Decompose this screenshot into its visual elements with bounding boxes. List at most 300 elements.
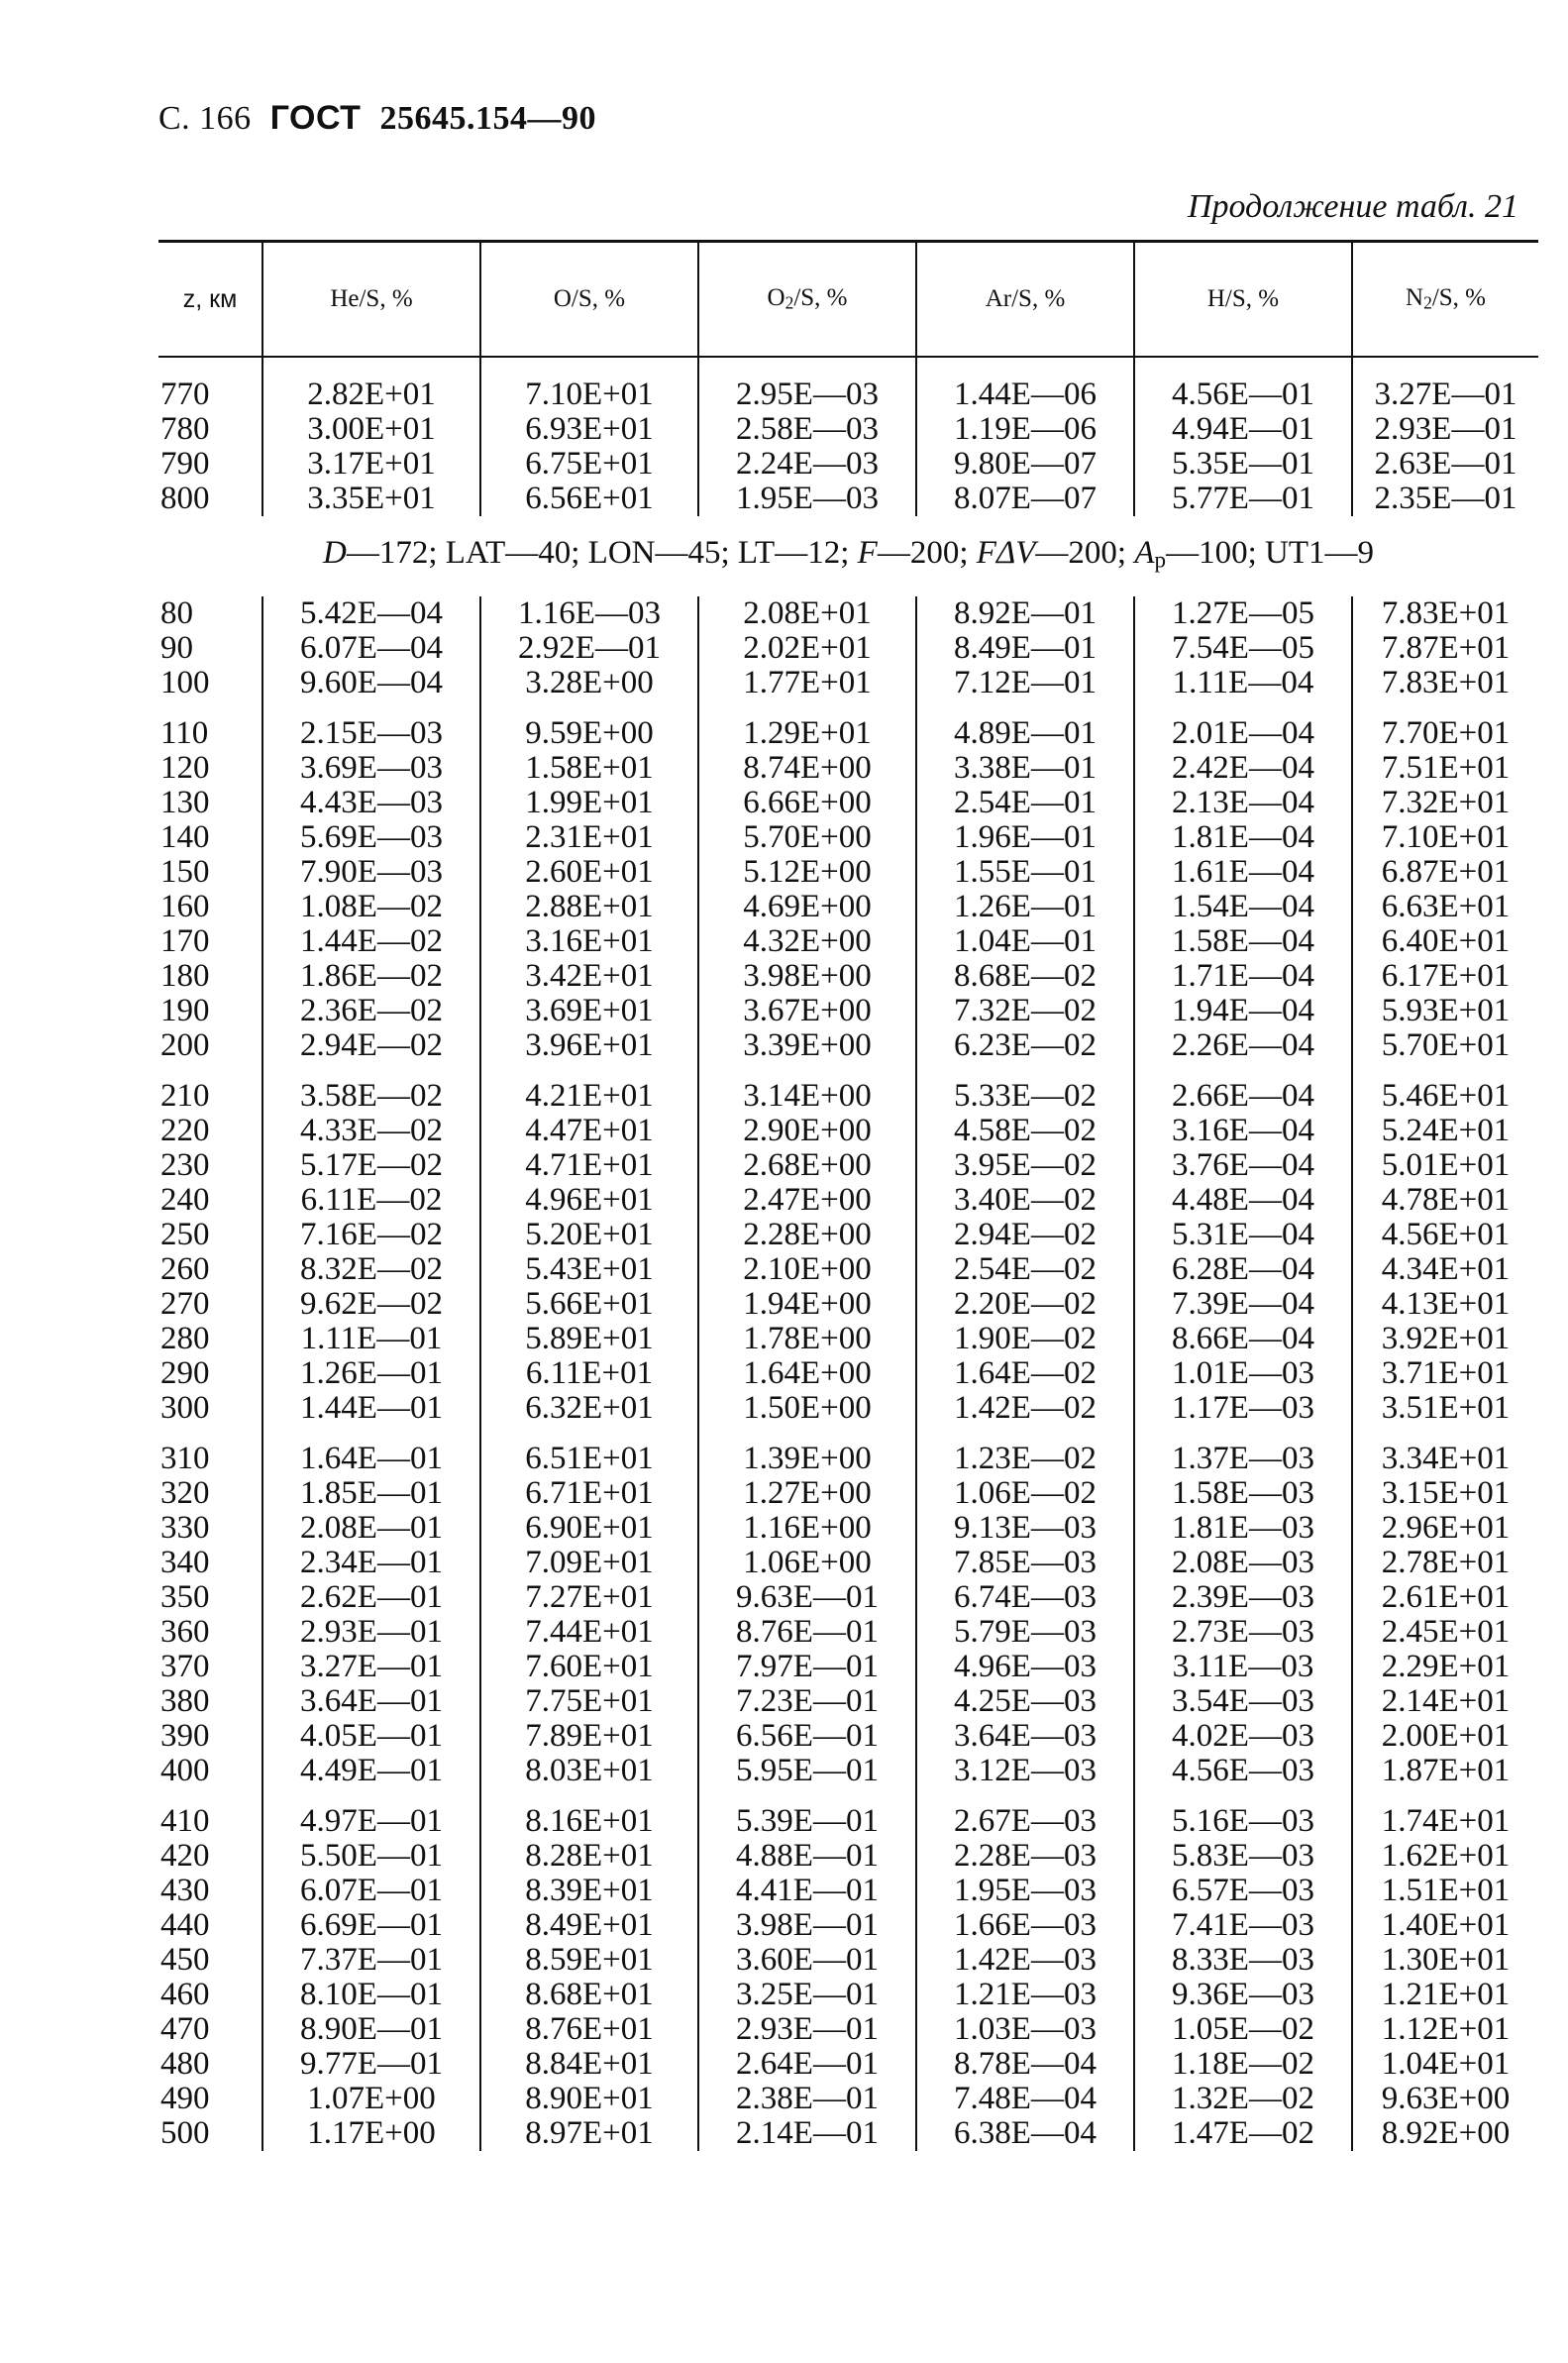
o2-cell: 2.10E+00 (698, 1252, 916, 1287)
altitude-cell: 440 (160, 1906, 210, 1943)
altitude-cell: 130 (160, 784, 210, 820)
spacer-cell (1134, 700, 1352, 716)
ar-cell: 5.79E—03 (916, 1615, 1134, 1650)
table-row (158, 1908, 1538, 1943)
ar-cell: 8.78E—04 (916, 2047, 1134, 2082)
h-cell: 2.66E—04 (1134, 1079, 1352, 1114)
he-cell: 1.85E—01 (262, 1476, 480, 1511)
spacer-cell (698, 700, 916, 716)
altitude-cell: 80 (160, 594, 193, 631)
table-row (158, 751, 1538, 786)
altitude-cell: 170 (160, 922, 210, 959)
o2-cell: 1.77E+01 (698, 666, 916, 700)
n2-cell: 2.35E—01 (1352, 482, 1538, 516)
h-cell: 2.26E—04 (1134, 1028, 1352, 1063)
n2-cell: 1.40E+01 (1352, 1908, 1538, 1943)
ar-cell: 2.67E—03 (916, 1804, 1134, 1839)
n2-cell: 1.30E+01 (1352, 1943, 1538, 1978)
o2-cell: 2.14E—01 (698, 2116, 916, 2151)
n2-cell: 7.32E+01 (1352, 786, 1538, 820)
o-cell: 3.28E+00 (480, 666, 698, 700)
ar-cell: 1.21E—03 (916, 1978, 1134, 2012)
spacer-cell (480, 1788, 698, 1804)
n2-cell: 7.87E+01 (1352, 631, 1538, 666)
ar-cell: 9.80E—07 (916, 447, 1134, 482)
n2-cell: 6.63E+01 (1352, 890, 1538, 924)
he-cell: 6.11E—02 (262, 1183, 480, 1218)
table-row (158, 1804, 1538, 1839)
o2-cell: 1.27E+00 (698, 1476, 916, 1511)
n2-cell: 5.24E+01 (1352, 1114, 1538, 1148)
o2-cell: 4.88E—01 (698, 1839, 916, 1874)
h-cell: 4.48E—04 (1134, 1183, 1352, 1218)
h-cell: 5.35E—01 (1134, 447, 1352, 482)
o2-cell: 8.76E—01 (698, 1615, 916, 1650)
h-cell: 2.08E—03 (1134, 1546, 1352, 1580)
spacer-cell (158, 700, 262, 716)
ar-cell: 6.23E—02 (916, 1028, 1134, 1063)
he-cell: 2.36E—02 (262, 994, 480, 1028)
ar-cell: 4.96E—03 (916, 1650, 1134, 1684)
n2-cell: 7.51E+01 (1352, 751, 1538, 786)
spacer-cell (480, 700, 698, 716)
altitude-cell: 310 (160, 1440, 210, 1476)
n2-cell: 2.93E—01 (1352, 412, 1538, 447)
he-cell: 1.17E+00 (262, 2116, 480, 2151)
h-cell: 3.16E—04 (1134, 1114, 1352, 1148)
o-cell: 5.66E+01 (480, 1287, 698, 1322)
table-row (158, 596, 1538, 631)
spacer-cell (916, 1063, 1134, 1079)
altitude-cell: 120 (160, 749, 210, 786)
o2-cell: 7.23E—01 (698, 1684, 916, 1719)
n2-cell: 4.56E+01 (1352, 1218, 1538, 1252)
ar-cell: 1.23E—02 (916, 1442, 1134, 1476)
o2-cell: 3.39E+00 (698, 1028, 916, 1063)
h-cell: 5.83E—03 (1134, 1839, 1352, 1874)
altitude-cell: 150 (160, 853, 210, 890)
h-cell: 1.17E—03 (1134, 1391, 1352, 1426)
h-cell: 2.39E—03 (1134, 1580, 1352, 1615)
n2-cell: 4.78E+01 (1352, 1183, 1538, 1218)
n2-cell: 3.15E+01 (1352, 1476, 1538, 1511)
spacer-cell (262, 1063, 480, 1079)
spacer-cell (698, 1788, 916, 1804)
n2-cell: 6.40E+01 (1352, 924, 1538, 959)
condition-text-c: —200; (1035, 535, 1135, 571)
o-cell: 7.60E+01 (480, 1650, 698, 1684)
table-row (158, 1943, 1538, 1978)
table-row (158, 631, 1538, 666)
col-header-h: H/S, % (1134, 242, 1352, 358)
o2-cell: 1.78E+00 (698, 1322, 916, 1356)
o2-cell: 8.74E+00 (698, 751, 916, 786)
h-cell: 9.36E—03 (1134, 1978, 1352, 2012)
n2-cell: 1.87E+01 (1352, 1754, 1538, 1788)
condition-d-var: D (323, 535, 347, 571)
h-cell: 2.42E—04 (1134, 751, 1352, 786)
o2-cell: 2.08E+01 (698, 596, 916, 631)
table-row (158, 716, 1538, 751)
n2-cell: 2.45E+01 (1352, 1615, 1538, 1650)
o-cell: 8.84E+01 (480, 2047, 698, 2082)
ar-cell: 8.68E—02 (916, 959, 1134, 994)
altitude-cell: 220 (160, 1112, 210, 1148)
altitude-cell: 230 (160, 1146, 210, 1183)
spacer-cell (698, 1063, 916, 1079)
table-row (158, 1252, 1538, 1287)
table-row (158, 1028, 1538, 1063)
condition-fav-var: FΔV (976, 535, 1036, 571)
n2-cell: 6.17E+01 (1352, 959, 1538, 994)
table-row (158, 994, 1538, 1028)
table-row (158, 924, 1538, 959)
he-cell: 2.15E—03 (262, 716, 480, 751)
condition-text-b: —200; (877, 535, 977, 571)
o2-cell: 3.67E+00 (698, 994, 916, 1028)
group-spacer (158, 1788, 1538, 1804)
table-row (158, 820, 1538, 855)
standard-number: 25645.154—90 (379, 100, 596, 137)
spacer-cell (916, 357, 1134, 377)
spacer-cell (1134, 357, 1352, 377)
table-header (158, 242, 1538, 358)
he-cell: 4.05E—01 (262, 1719, 480, 1754)
he-cell: 2.62E—01 (262, 1580, 480, 1615)
o-cell: 6.32E+01 (480, 1391, 698, 1426)
altitude-cell: 270 (160, 1285, 210, 1322)
o2-cell: 1.39E+00 (698, 1442, 916, 1476)
h-cell: 1.71E—04 (1134, 959, 1352, 994)
o2-cell: 6.66E+00 (698, 786, 916, 820)
table-row (158, 1839, 1538, 1874)
spacer-cell (158, 1063, 262, 1079)
he-cell: 1.11E—01 (262, 1322, 480, 1356)
ar-cell: 8.92E—01 (916, 596, 1134, 631)
o-cell: 8.97E+01 (480, 2116, 698, 2151)
page-number: С. 166 (158, 100, 252, 137)
o-cell: 8.03E+01 (480, 1754, 698, 1788)
o-cell: 8.49E+01 (480, 1908, 698, 1943)
col-header-n2-symbol: N (1406, 284, 1424, 312)
o-cell: 8.90E+01 (480, 2082, 698, 2116)
n2-cell: 1.12E+01 (1352, 2012, 1538, 2047)
col-header-o2-subscript: 2 (784, 292, 794, 313)
o2-cell: 6.56E—01 (698, 1719, 916, 1754)
col-header-n2-subscript: 2 (1423, 292, 1432, 313)
h-cell: 1.47E—02 (1134, 2116, 1352, 2151)
n2-cell: 2.00E+01 (1352, 1719, 1538, 1754)
o2-cell: 3.14E+00 (698, 1079, 916, 1114)
o2-cell: 2.38E—01 (698, 2082, 916, 2116)
ar-cell: 7.12E—01 (916, 666, 1134, 700)
n2-cell: 2.61E+01 (1352, 1580, 1538, 1615)
n2-cell: 5.01E+01 (1352, 1148, 1538, 1183)
h-cell: 3.54E—03 (1134, 1684, 1352, 1719)
o-cell: 3.69E+01 (480, 994, 698, 1028)
spacer-cell (1352, 1788, 1538, 1804)
n2-cell: 1.51E+01 (1352, 1874, 1538, 1908)
condition-row (158, 516, 1538, 596)
ar-cell: 9.13E—03 (916, 1511, 1134, 1546)
ar-cell: 1.06E—02 (916, 1476, 1134, 1511)
table-row (158, 2082, 1538, 2116)
table-row (158, 1183, 1538, 1218)
he-cell: 9.60E—04 (262, 666, 480, 700)
he-cell: 1.64E—01 (262, 1442, 480, 1476)
o-cell: 8.39E+01 (480, 1874, 698, 1908)
condition-text-d: —100; UT1—9 (1166, 535, 1374, 571)
altitude-cell: 450 (160, 1941, 210, 1978)
altitude-cell: 280 (160, 1320, 210, 1356)
he-cell: 9.77E—01 (262, 2047, 480, 2082)
o2-cell: 2.28E+00 (698, 1218, 916, 1252)
he-cell: 2.82E+01 (262, 377, 480, 412)
group-spacer (158, 357, 1538, 377)
altitude-cell: 370 (160, 1648, 210, 1684)
spacer-cell (1352, 1063, 1538, 1079)
o-cell: 3.42E+01 (480, 959, 698, 994)
n2-cell: 3.27E—01 (1352, 377, 1538, 412)
altitude-cell: 250 (160, 1216, 210, 1252)
o-cell: 2.31E+01 (480, 820, 698, 855)
ar-cell: 1.42E—02 (916, 1391, 1134, 1426)
o-cell: 8.59E+01 (480, 1943, 698, 1978)
he-cell: 1.07E+00 (262, 2082, 480, 2116)
o2-cell: 1.16E+00 (698, 1511, 916, 1546)
h-cell: 4.94E—01 (1134, 412, 1352, 447)
spacer-cell (1352, 700, 1538, 716)
n2-cell: 2.78E+01 (1352, 1546, 1538, 1580)
o-cell: 6.56E+01 (480, 482, 698, 516)
h-cell: 1.01E—03 (1134, 1356, 1352, 1391)
ar-cell: 4.58E—02 (916, 1114, 1134, 1148)
table-row (158, 447, 1538, 482)
he-cell: 8.10E—01 (262, 1978, 480, 2012)
o2-cell: 3.60E—01 (698, 1943, 916, 1978)
altitude-cell: 480 (160, 2045, 210, 2082)
col-header-altitude: z, км (158, 242, 262, 358)
o2-cell: 2.24E—03 (698, 447, 916, 482)
h-cell: 5.77E—01 (1134, 482, 1352, 516)
ar-cell: 3.38E—01 (916, 751, 1134, 786)
he-cell: 5.69E—03 (262, 820, 480, 855)
he-cell: 3.35E+01 (262, 482, 480, 516)
o2-cell: 3.98E—01 (698, 1908, 916, 1943)
h-cell: 1.05E—02 (1134, 2012, 1352, 2047)
he-cell: 7.90E—03 (262, 855, 480, 890)
he-cell: 6.07E—04 (262, 631, 480, 666)
h-cell: 1.54E—04 (1134, 890, 1352, 924)
o-cell: 4.71E+01 (480, 1148, 698, 1183)
spacer-cell (262, 357, 480, 377)
he-cell: 3.69E—03 (262, 751, 480, 786)
table-row (158, 959, 1538, 994)
o2-cell: 4.32E+00 (698, 924, 916, 959)
he-cell: 2.94E—02 (262, 1028, 480, 1063)
table-row (158, 786, 1538, 820)
table-row (158, 1874, 1538, 1908)
o-cell: 6.11E+01 (480, 1356, 698, 1391)
h-cell: 6.57E—03 (1134, 1874, 1352, 1908)
he-cell: 3.58E—02 (262, 1079, 480, 1114)
spacer-cell (480, 1426, 698, 1442)
col-header-ar: Ar/S, % (916, 242, 1134, 358)
table-row (158, 1684, 1538, 1719)
table-row (158, 2116, 1538, 2151)
spacer-cell (916, 1426, 1134, 1442)
o2-cell: 3.25E—01 (698, 1978, 916, 2012)
spacer-cell (916, 1788, 1134, 1804)
ar-cell: 1.90E—02 (916, 1322, 1134, 1356)
n2-cell: 1.21E+01 (1352, 1978, 1538, 2012)
altitude-cell: 470 (160, 2010, 210, 2047)
spacer-cell (1134, 1426, 1352, 1442)
o2-cell: 2.58E—03 (698, 412, 916, 447)
o2-cell: 1.95E—03 (698, 482, 916, 516)
he-cell: 3.00E+01 (262, 412, 480, 447)
n2-cell: 9.63E+00 (1352, 2082, 1538, 2116)
o-cell: 8.28E+01 (480, 1839, 698, 1874)
ar-cell: 3.40E—02 (916, 1183, 1134, 1218)
he-cell: 7.16E—02 (262, 1218, 480, 1252)
altitude-cell: 770 (160, 376, 210, 412)
ar-cell: 7.85E—03 (916, 1546, 1134, 1580)
n2-cell: 1.74E+01 (1352, 1804, 1538, 1839)
table-row (158, 1546, 1538, 1580)
ar-cell: 8.49E—01 (916, 631, 1134, 666)
altitude-cell: 210 (160, 1077, 210, 1114)
h-cell: 2.01E—04 (1134, 716, 1352, 751)
he-cell: 1.44E—02 (262, 924, 480, 959)
n2-cell: 3.92E+01 (1352, 1322, 1538, 1356)
o-cell: 2.88E+01 (480, 890, 698, 924)
o-cell: 7.09E+01 (480, 1546, 698, 1580)
ar-cell: 1.19E—06 (916, 412, 1134, 447)
h-cell: 1.81E—03 (1134, 1511, 1352, 1546)
o2-cell: 2.64E—01 (698, 2047, 916, 2082)
he-cell: 1.26E—01 (262, 1356, 480, 1391)
o-cell: 3.16E+01 (480, 924, 698, 959)
he-cell: 4.49E—01 (262, 1754, 480, 1788)
n2-cell: 7.70E+01 (1352, 716, 1538, 751)
h-cell: 1.81E—04 (1134, 820, 1352, 855)
o-cell: 3.96E+01 (480, 1028, 698, 1063)
ar-cell: 3.64E—03 (916, 1719, 1134, 1754)
h-cell: 6.28E—04 (1134, 1252, 1352, 1287)
o-cell: 1.16E—03 (480, 596, 698, 631)
n2-cell: 5.46E+01 (1352, 1079, 1538, 1114)
he-cell: 4.33E—02 (262, 1114, 480, 1148)
col-header-o2-unit: /S, % (793, 284, 848, 312)
spacer-cell (262, 1426, 480, 1442)
o-cell: 8.16E+01 (480, 1804, 698, 1839)
h-cell: 1.58E—03 (1134, 1476, 1352, 1511)
table-row (158, 482, 1538, 516)
o2-cell: 2.47E+00 (698, 1183, 916, 1218)
ar-cell: 1.03E—03 (916, 2012, 1134, 2047)
ar-cell: 1.66E—03 (916, 1908, 1134, 1943)
altitude-cell: 400 (160, 1752, 210, 1788)
col-header-n2-unit: /S, % (1431, 284, 1486, 312)
ar-cell: 7.32E—02 (916, 994, 1134, 1028)
h-cell: 1.18E—02 (1134, 2047, 1352, 2082)
o2-cell: 9.63E—01 (698, 1580, 916, 1615)
table-row (158, 2047, 1538, 2082)
o2-cell: 5.95E—01 (698, 1754, 916, 1788)
h-cell: 1.27E—05 (1134, 596, 1352, 631)
o-cell: 4.21E+01 (480, 1079, 698, 1114)
o-cell: 7.27E+01 (480, 1580, 698, 1615)
altitude-cell: 420 (160, 1837, 210, 1874)
altitude-cell: 190 (160, 992, 210, 1028)
he-cell: 8.32E—02 (262, 1252, 480, 1287)
ar-cell: 1.04E—01 (916, 924, 1134, 959)
altitude-cell: 330 (160, 1509, 210, 1546)
table-row (158, 1580, 1538, 1615)
o-cell: 7.44E+01 (480, 1615, 698, 1650)
h-cell: 3.76E—04 (1134, 1148, 1352, 1183)
o2-cell: 7.97E—01 (698, 1650, 916, 1684)
n2-cell: 2.63E—01 (1352, 447, 1538, 482)
altitude-cell: 200 (160, 1026, 210, 1063)
spacer-cell (1352, 357, 1538, 377)
altitude-cell: 300 (160, 1389, 210, 1426)
group-spacer (158, 1063, 1538, 1079)
col-header-o: O/S, % (480, 242, 698, 358)
o2-cell: 5.70E+00 (698, 820, 916, 855)
n2-cell: 7.10E+01 (1352, 820, 1538, 855)
h-cell: 2.13E—04 (1134, 786, 1352, 820)
ar-cell: 2.20E—02 (916, 1287, 1134, 1322)
o-cell: 5.89E+01 (480, 1322, 698, 1356)
h-cell: 7.41E—03 (1134, 1908, 1352, 1943)
altitude-cell: 90 (160, 629, 193, 666)
table-row (158, 1114, 1538, 1148)
altitude-cell: 340 (160, 1544, 210, 1580)
altitude-cell: 260 (160, 1250, 210, 1287)
ar-cell: 4.25E—03 (916, 1684, 1134, 1719)
he-cell: 2.08E—01 (262, 1511, 480, 1546)
o-cell: 6.93E+01 (480, 412, 698, 447)
spacer-cell (262, 700, 480, 716)
altitude-cell: 160 (160, 888, 210, 924)
o2-cell: 1.29E+01 (698, 716, 916, 751)
he-cell: 4.43E—03 (262, 786, 480, 820)
o-cell: 6.71E+01 (480, 1476, 698, 1511)
table-continuation-caption: Продолжение табл. 21 (1187, 188, 1518, 225)
spacer-cell (698, 357, 916, 377)
o-cell: 4.96E+01 (480, 1183, 698, 1218)
condition-ap-sub: p (1154, 546, 1167, 573)
n2-cell: 3.34E+01 (1352, 1442, 1538, 1476)
h-cell: 7.39E—04 (1134, 1287, 1352, 1322)
o2-cell: 4.69E+00 (698, 890, 916, 924)
o2-cell: 1.06E+00 (698, 1546, 916, 1580)
n2-cell: 3.51E+01 (1352, 1391, 1538, 1426)
o-cell: 7.10E+01 (480, 377, 698, 412)
n2-cell: 8.92E+00 (1352, 2116, 1538, 2151)
table-row (158, 1719, 1538, 1754)
table-row (158, 1442, 1538, 1476)
ar-cell: 6.38E—04 (916, 2116, 1134, 2151)
o-cell: 6.90E+01 (480, 1511, 698, 1546)
he-cell: 5.50E—01 (262, 1839, 480, 1874)
altitude-cell: 780 (160, 411, 210, 447)
ar-cell: 2.54E—01 (916, 786, 1134, 820)
he-cell: 2.93E—01 (262, 1615, 480, 1650)
h-cell: 1.37E—03 (1134, 1442, 1352, 1476)
